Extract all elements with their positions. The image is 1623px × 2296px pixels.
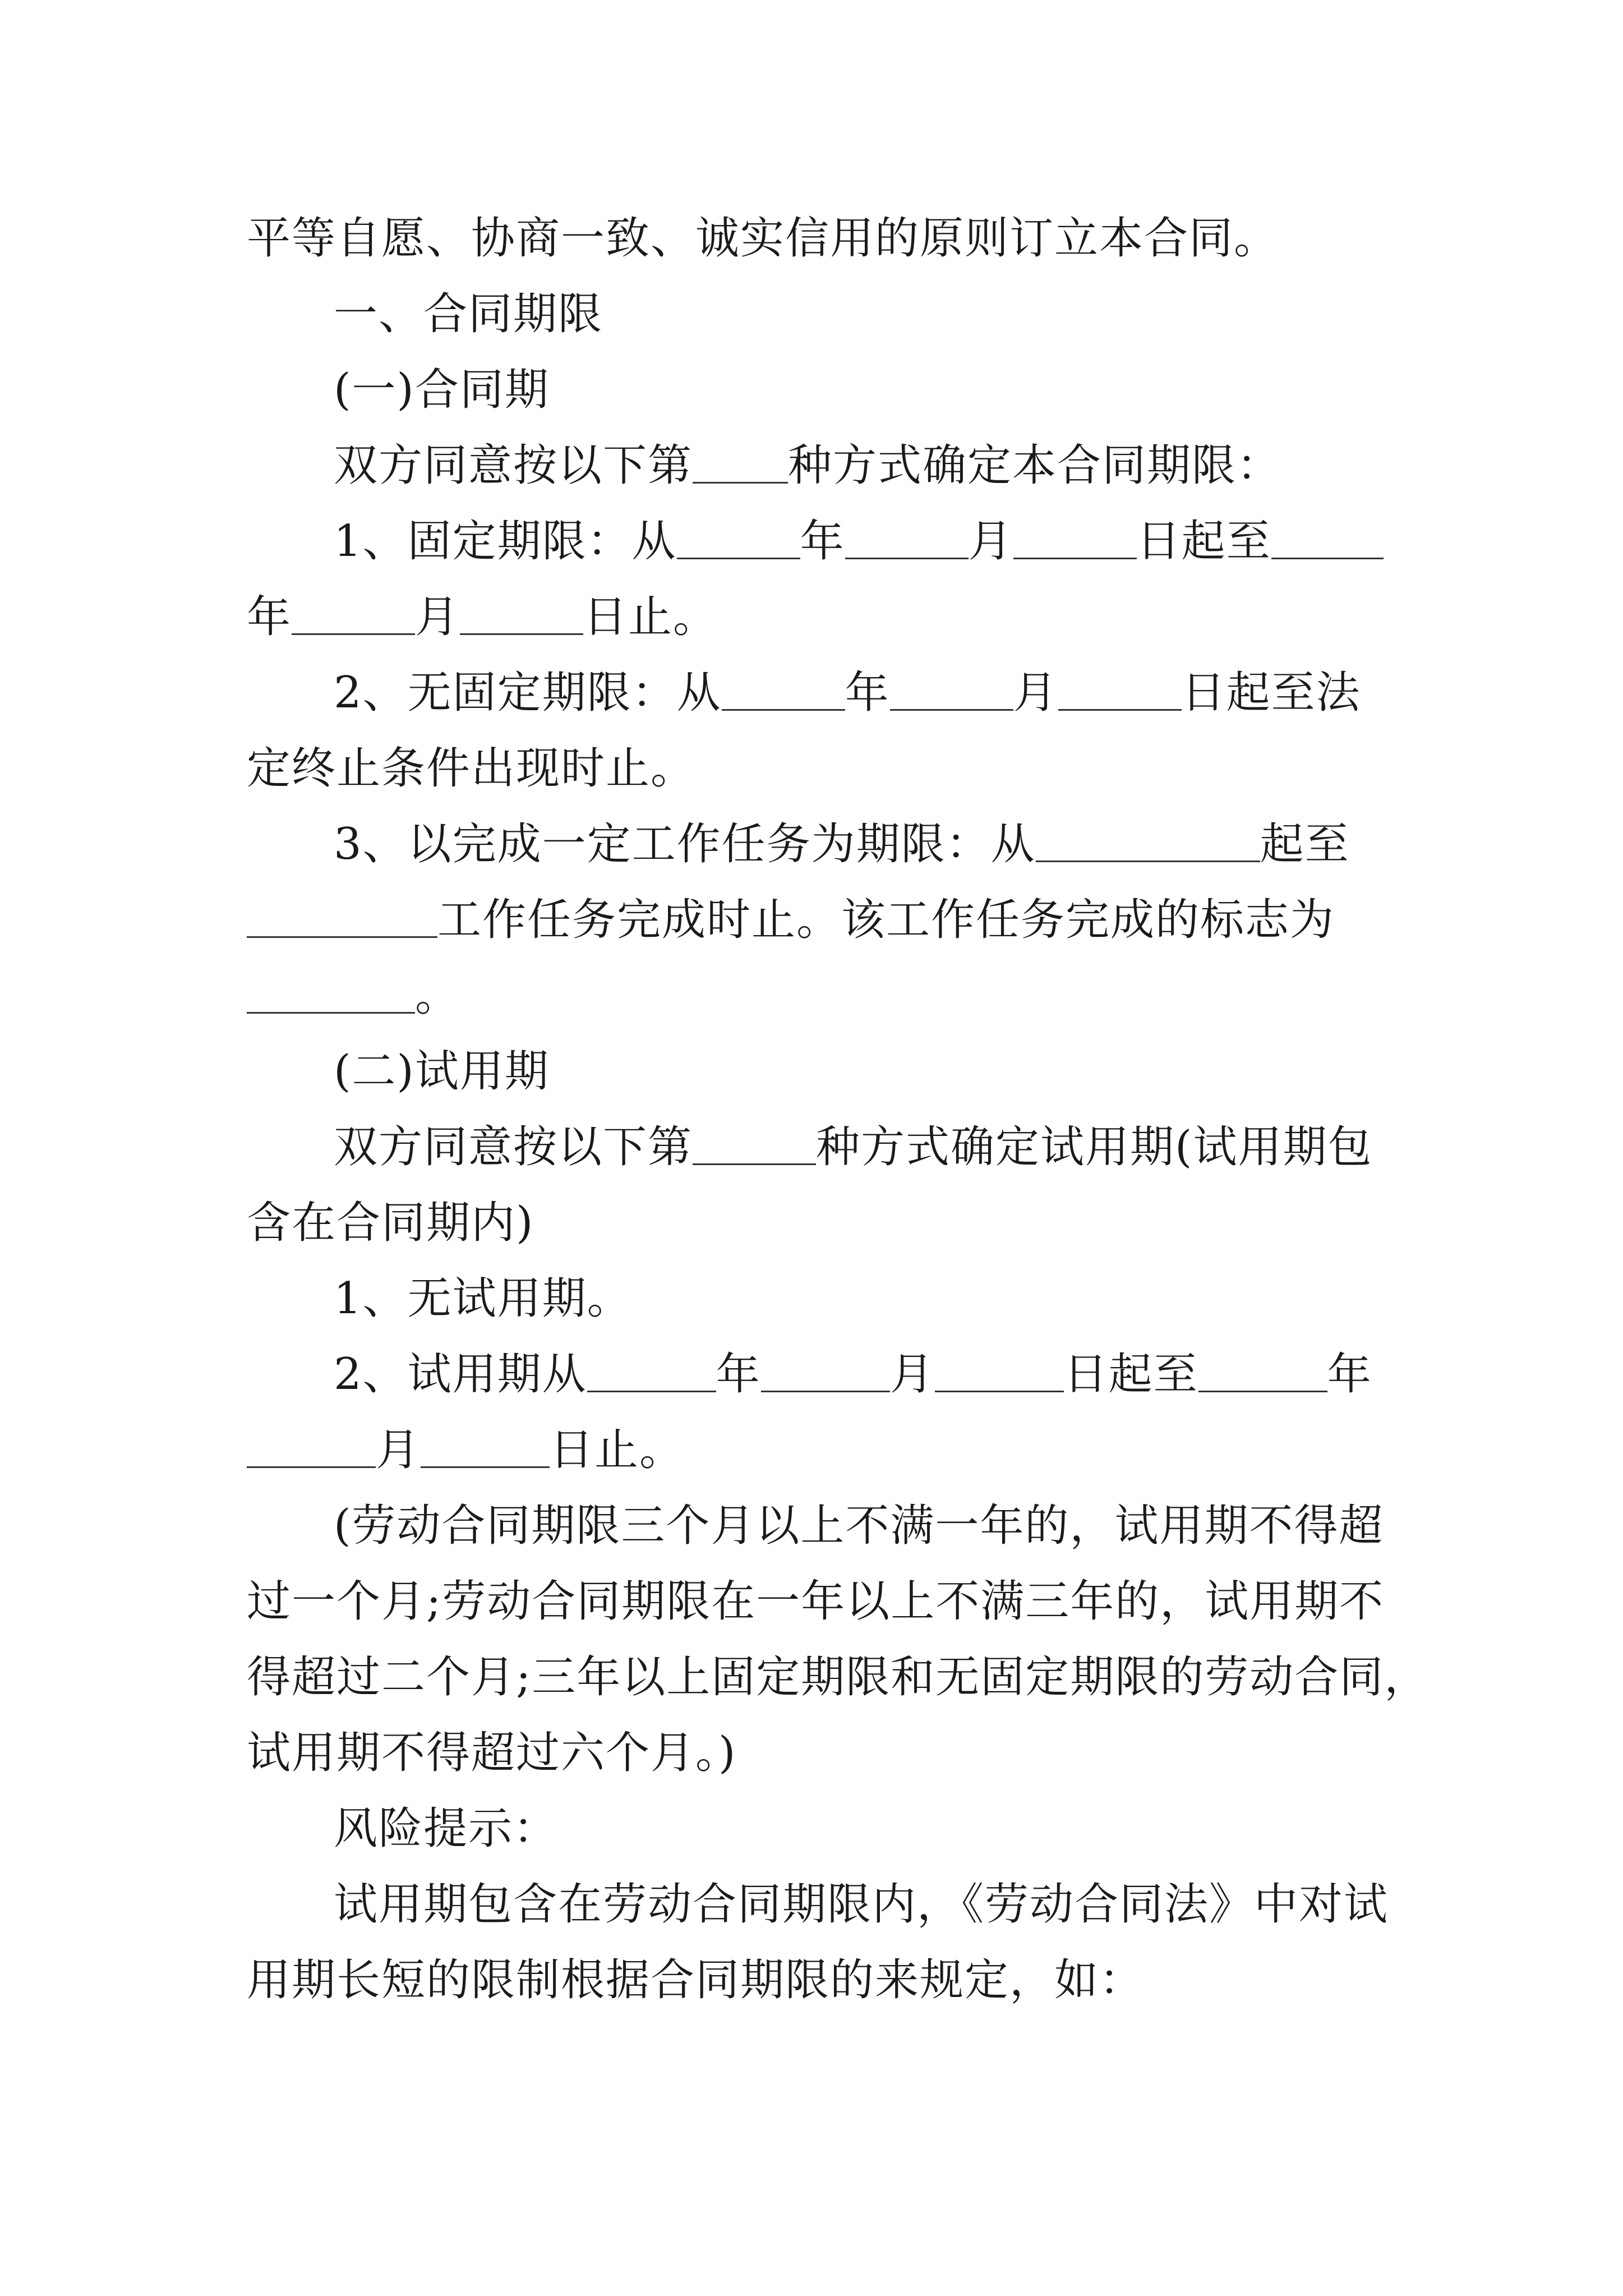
fill-in-blank[interactable] xyxy=(460,594,583,635)
fill-in-blank[interactable] xyxy=(1271,518,1384,559)
paragraph-line xyxy=(247,1649,1429,1705)
fill-in-blank[interactable] xyxy=(421,1427,550,1468)
paragraph-line xyxy=(334,1498,1384,1554)
text-run: 日起至 xyxy=(1136,516,1271,567)
paragraph-line xyxy=(247,1573,1384,1630)
section-heading xyxy=(334,286,603,342)
text-run: 3、以完成一定工作任务为期限：从 xyxy=(334,819,1036,869)
text-run: 定终止条件出现时止。 xyxy=(247,743,696,794)
text-run: 1、固定期限：从 xyxy=(334,516,677,567)
paragraph-line xyxy=(334,1271,632,1327)
text-run: 试用期包含在劳动合同期限内，《劳动合同法》中对试 xyxy=(334,1879,1389,1930)
subsection-heading xyxy=(334,1043,550,1099)
paragraph-line xyxy=(247,210,1279,266)
text-run: 2、无固定期限：从 xyxy=(334,668,722,718)
text-run: 双方同意按以下第 xyxy=(334,1122,693,1172)
text-run: (一)合同期 xyxy=(334,365,550,415)
text-run: 年 xyxy=(716,1349,761,1400)
fill-in-blank[interactable] xyxy=(761,1351,890,1392)
fill-in-blank[interactable] xyxy=(935,1351,1064,1392)
text-run: 年 xyxy=(1327,1349,1372,1400)
fill-in-blank[interactable] xyxy=(247,973,415,1014)
paragraph-line xyxy=(247,589,718,645)
paragraph-line xyxy=(334,1876,1389,1932)
paragraph-line xyxy=(334,1119,1372,1175)
fill-in-blank[interactable] xyxy=(587,1351,716,1392)
paragraph-line xyxy=(247,1725,736,1781)
text-run: 年 xyxy=(800,516,845,567)
fill-in-blank[interactable] xyxy=(247,1427,376,1468)
text-run: 工作任务完成时止。该工作任务完成的标志为 xyxy=(437,895,1335,945)
text-run: 。 xyxy=(415,970,460,1021)
fill-in-blank[interactable] xyxy=(722,670,845,711)
text-run: 种方式确定本合同期限： xyxy=(788,440,1282,491)
text-run: 得超过二个月;三年以上固定期限和无固定期限的劳动合同， xyxy=(247,1652,1430,1703)
text-run: 月 xyxy=(376,1425,421,1475)
fill-in-blank[interactable] xyxy=(1058,670,1182,711)
text-run: 月 xyxy=(968,516,1013,567)
fill-in-blank[interactable] xyxy=(1198,1351,1327,1392)
text-run: 日起至法 xyxy=(1181,668,1361,718)
fill-in-blank[interactable] xyxy=(292,594,415,635)
paragraph-line xyxy=(334,1801,558,1857)
text-run: 日起至 xyxy=(1063,1349,1198,1400)
subsection-heading xyxy=(334,362,550,418)
paragraph-line xyxy=(334,513,1384,569)
text-run: 月 xyxy=(889,1349,935,1400)
paragraph-line xyxy=(247,892,1335,948)
text-run: 用期长短的限制根据合同期限的来规定，如： xyxy=(247,1955,1145,2005)
text-run: 含在合同期内) xyxy=(247,1198,534,1248)
text-run: 年 xyxy=(247,592,292,642)
text-run: 起至 xyxy=(1260,819,1350,869)
text-run: 月 xyxy=(415,592,460,642)
fill-in-blank[interactable] xyxy=(677,518,800,559)
paragraph-line xyxy=(334,438,1281,494)
text-run: 2、试用期从 xyxy=(334,1349,587,1400)
text-run: (二)试用期 xyxy=(334,1046,550,1097)
text-run: 种方式确定试用期(试用期包 xyxy=(816,1122,1373,1172)
paragraph-line xyxy=(247,740,695,797)
text-run: (劳动合同期限三个月以上不满一年的，试用期不得超 xyxy=(334,1501,1384,1551)
text-run: 年 xyxy=(845,668,890,718)
text-run: 一、合同期限 xyxy=(334,289,603,339)
text-run: 日止。 xyxy=(583,592,718,642)
paragraph-line xyxy=(334,816,1350,872)
text-run: 过一个月;劳动合同期限在一年以上不满三年的，试用期不 xyxy=(247,1576,1385,1627)
paragraph-line xyxy=(334,1346,1372,1402)
paragraph-line xyxy=(247,968,460,1024)
text-run: 日止。 xyxy=(550,1425,685,1475)
fill-in-blank[interactable] xyxy=(1013,518,1137,559)
fill-in-blank[interactable] xyxy=(845,518,969,559)
text-run: 风险提示： xyxy=(334,1803,559,1854)
fill-in-blank[interactable] xyxy=(247,897,437,938)
text-run: 平等自愿、协商一致、诚实信用的原则订立本合同。 xyxy=(247,213,1279,264)
text-run: 月 xyxy=(1013,668,1058,718)
paragraph-line xyxy=(334,665,1361,721)
text-run: 试用期不得超过六个月。) xyxy=(247,1728,737,1778)
paragraph-line xyxy=(247,1952,1144,2008)
fill-in-blank[interactable] xyxy=(1036,821,1260,862)
fill-in-blank[interactable] xyxy=(693,443,788,484)
fill-in-blank[interactable] xyxy=(890,670,1013,711)
fill-in-blank[interactable] xyxy=(693,1124,816,1165)
paragraph-line xyxy=(247,1422,684,1478)
text-run: 1、无试用期。 xyxy=(334,1273,632,1324)
paragraph-line xyxy=(247,1195,534,1251)
text-run: 双方同意按以下第 xyxy=(334,440,693,491)
